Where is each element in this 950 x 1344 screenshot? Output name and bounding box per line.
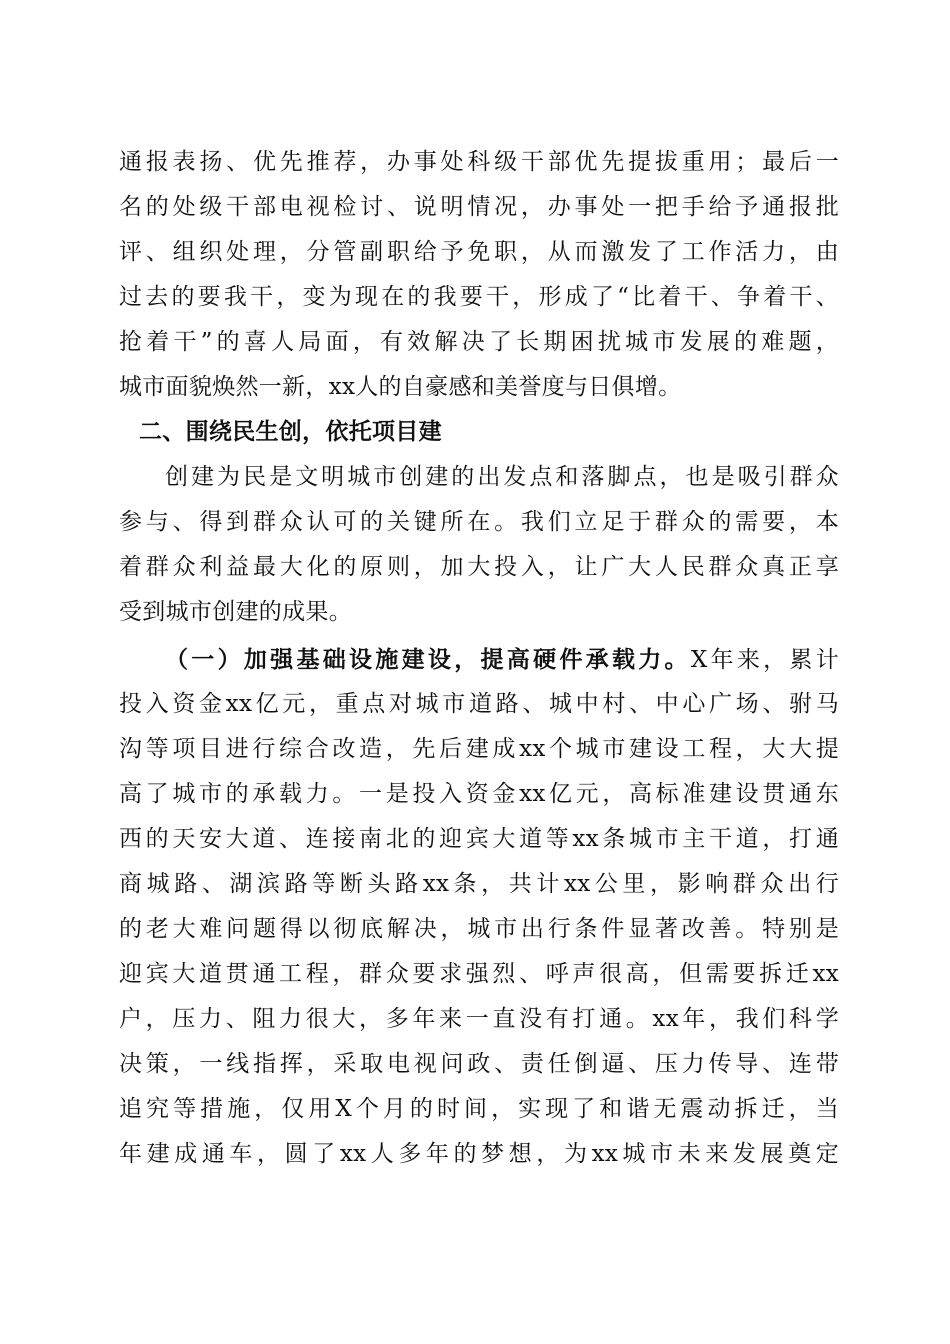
- text-line: 高了城市的承载力。一是投入资金xx亿元，高标准建设贯通东: [119, 781, 839, 807]
- text-line: 评、组织处理，分管副职给予免职，从而激发了工作活力，由: [119, 239, 839, 265]
- text-line: 城市面貌焕然一新，xx人的自豪感和美誉度与日俱增。: [119, 374, 682, 400]
- subheading-lead: （一）加强基础设施建设，提高硬件承载力。: [165, 646, 691, 673]
- text-line: 投入资金xx亿元，重点对城市道路、城中村、中心广场、驸马: [119, 691, 839, 717]
- section-heading: 二、围绕民生创，依托项目建: [139, 419, 442, 445]
- text-line: 沟等项目进行综合改造，先后建成xx个城市建设工程，大大提: [119, 736, 839, 762]
- text-line: 着群众利益最大化的原则，加大投入，让广大人民群众真正享: [119, 554, 839, 580]
- text-line: 创建为民是文明城市创建的出发点和落脚点，也是吸引群众: [165, 464, 839, 490]
- paragraph-infrastructure: [119, 637, 839, 1177]
- text-line: 参与、得到群众认可的关键所在。我们立足于群众的需要，本: [119, 509, 839, 535]
- document-body: [119, 140, 839, 1177]
- text-line: 追究等措施，仅用X个月的时间，实现了和谐无震动拆迁，当: [119, 1096, 839, 1122]
- text-line: 抢着干”的喜人局面，有效解决了长期困扰城市发展的难题，: [119, 329, 839, 355]
- text-line: 西的天安大道、连接南北的迎宾大道等xx条城市主干道，打通: [119, 826, 839, 852]
- text-line: 迎宾大道贯通工程，群众要求强烈、呼声很高，但需要拆迁xx: [119, 961, 839, 987]
- text-line: 过去的要我干，变为现在的我要干，形成了“比着干、争着干、: [119, 284, 839, 310]
- text-line: 商城路、湖滨路等断头路xx条，共计xx公里，影响群众出行: [119, 871, 839, 897]
- text-line-first: [119, 637, 839, 682]
- paragraph-intro: [119, 455, 839, 635]
- lead-rest: X年来，累计: [690, 647, 839, 673]
- text-line: 通报表扬、优先推荐，办事处科级干部优先提拔重用；最后一: [119, 149, 839, 175]
- text-line: 决策，一线指挥，采取电视问政、责任倒逼、压力传导、连带: [119, 1051, 839, 1077]
- text-line: 的老大难问题得以彻底解决，城市出行条件显著改善。特别是: [119, 916, 839, 942]
- text-line: 名的处级干部电视检讨、说明情况，办事处一把手给予通报批: [119, 194, 839, 220]
- text-line: 年建成通车，圆了xx人多年的梦想，为xx城市未来发展奠定: [119, 1141, 839, 1167]
- text-line: 受到城市创建的成果。: [119, 599, 352, 625]
- text-line: 户，压力、阻力很大，多年来一直没有打通。xx年，我们科学: [119, 1006, 839, 1032]
- paragraph-continuation: [119, 140, 839, 410]
